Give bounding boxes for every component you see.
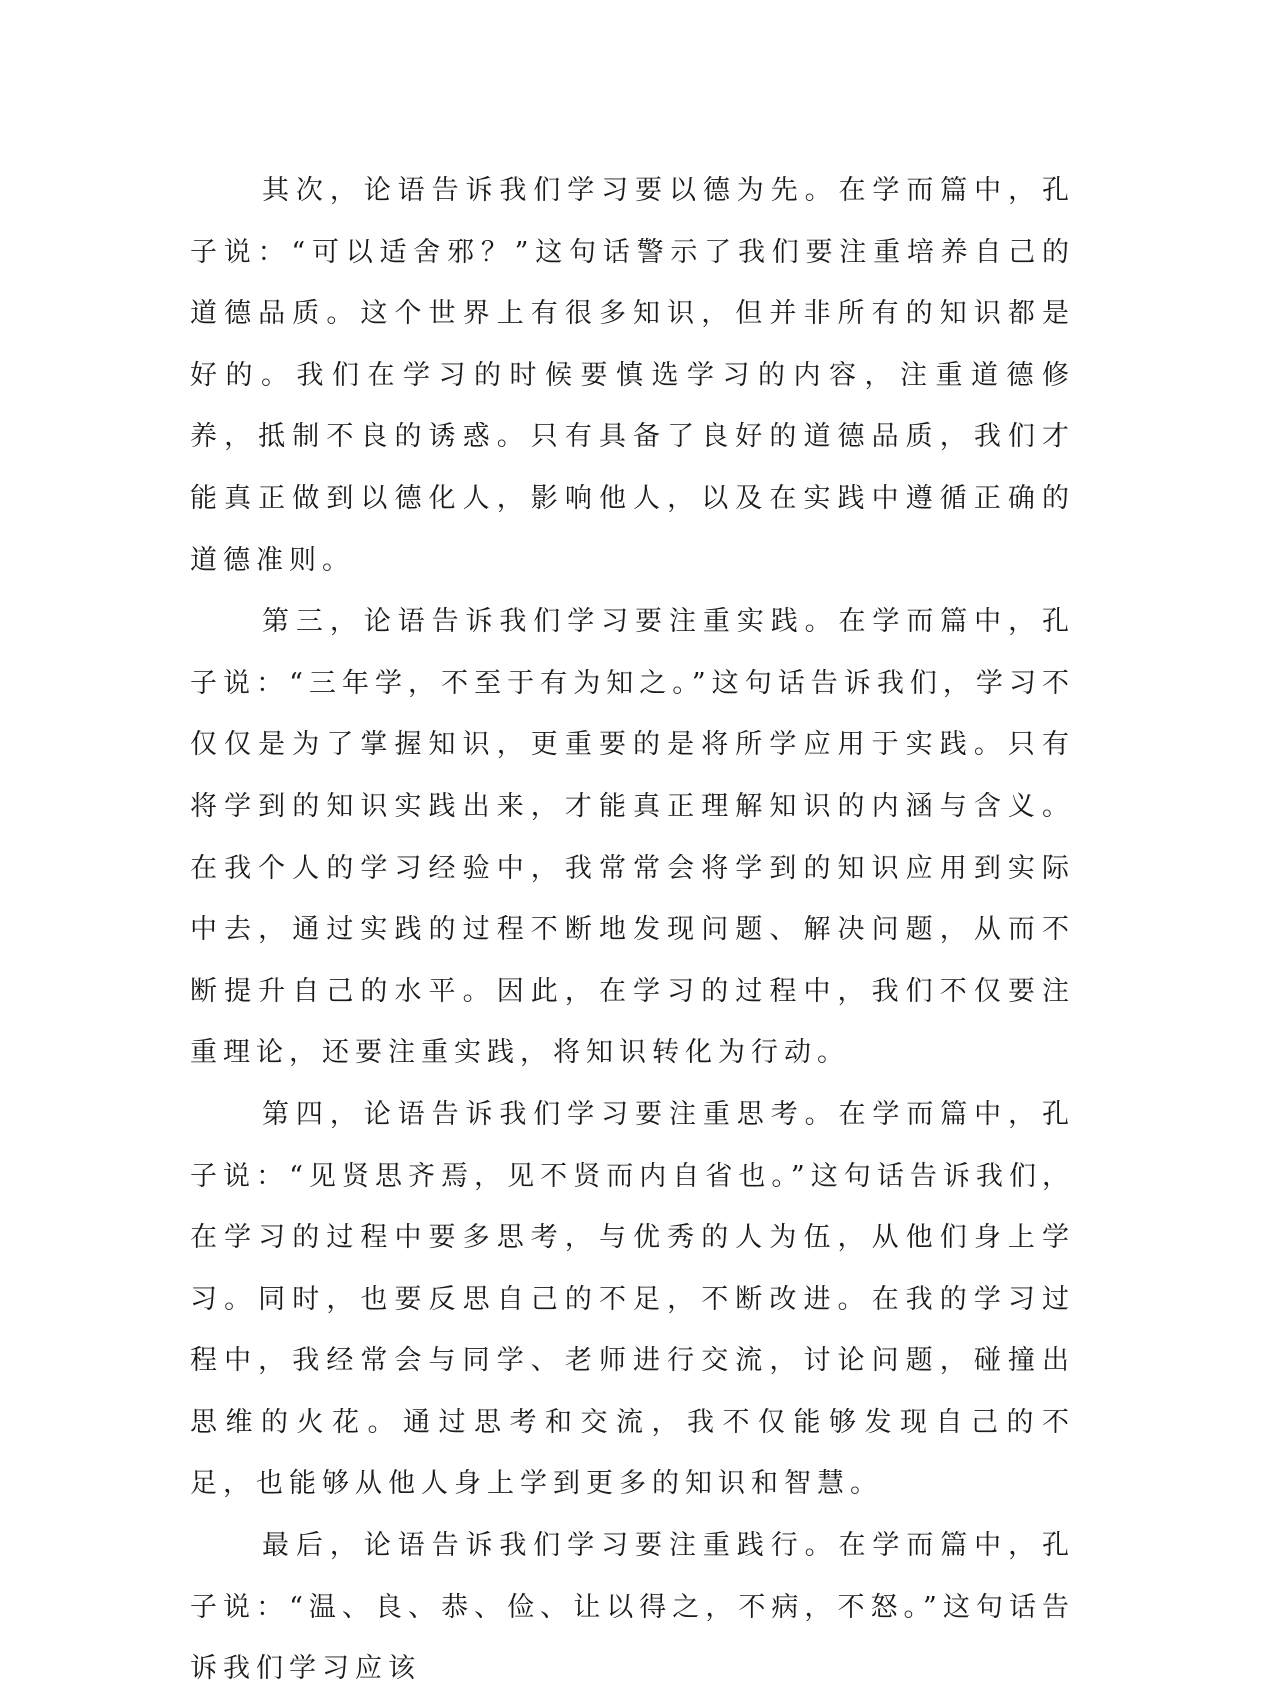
paragraph-2: 第三，论语告诉我们学习要注重实践。在学而篇中，孔子说：“三年学，不至于有为知之。”这句话告诉我们，学习不仅仅是为了掌握知识，更重要的是将所学应用于实践。只有将学到的知识实践出来，才能真正理解知识的内涵与含义。在我个人的学习经验中，我常常会将学到的知识应用到实际中去，通过实践的过程不断地发现问题、解决问题，从而不断提升自己的水平。因此，在学习的过程中，我们不仅要注重理论，还要注重实践，将知识转化为行动。 [190,606,1075,1069]
paragraph-4: 最后，论语告诉我们学习要注重践行。在学而篇中，孔子说：“温、良、恭、俭、让以得之，不病，不怒。”这句话告诉我们学习应该 [190,1530,1075,1685]
paragraph-1: 其次，论语告诉我们学习要以德为先。在学而篇中，孔子说：“可以适舍邪？”这句话警示了我们要注重培养自己的道德品质。这个世界上有很多知识，但并非所有的知识都是好的。我们在学习的时候要慎选学习的内容，注重道德修养，抵制不良的诱惑。只有具备了良好的道德品质，我们才能真正做到以德化人，影响他人，以及在实践中遵循正确的道德准则。 [190,175,1075,576]
paragraph-3: 第四，论语告诉我们学习要注重思考。在学而篇中，孔子说：“见贤思齐焉，见不贤而内自省也。”这句话告诉我们，在学习的过程中要多思考，与优秀的人为伍，从他们身上学习。同时，也要反思自己的不足，不断改进。在我的学习过程中，我经常会与同学、老师进行交流，讨论问题，碰撞出思维的火花。通过思考和交流，我不仅能够发现自己的不足，也能够从他人身上学到更多的知识和智慧。 [190,1098,1075,1500]
document-body [190,160,1075,1700]
